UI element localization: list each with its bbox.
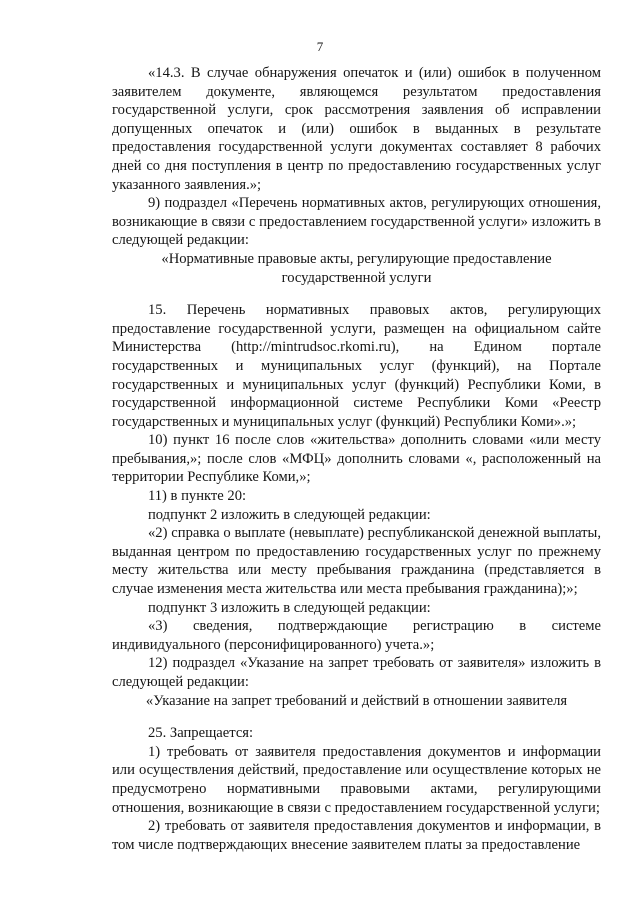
section-heading-normative-acts: «Нормативные правовые акты, регулирующие предоставление государственной услуги xyxy=(161,250,552,286)
paragraph-subitem-2-text: «2) справка о выплате (невыплате) республиканской денежной выплаты, выданная центром по предоставлению государственных услуг по прежнему месту жительства или месту пребывания гражданина (представляется в случае изменения места жительства или места пребывания гражданина);»; xyxy=(112,525,601,598)
paragraph-item-10: 10) пункт 16 после слов «жительства» дополнить словами «или месту пребывания,»; после слов «МФЦ» дополнить словами «, расположенный на территории Республике Коми,»; xyxy=(112,432,601,486)
paragraph-14-3: «14.3. В случае обнаружения опечаток и (или) ошибок в полученном заявителем документе, являющемся результатом предоставления государственной услуги, срок рассмотрения заявления об исправлении допущенных опечаток и (или) ошибок в выданных в результате предоставления государственной услуги документах составляет 8 рабочих дней со дня поступления в центр по предоставлению государственных услуг указанного заявления.»; xyxy=(112,65,601,193)
paragraph-15: 15. Перечень нормативных правовых актов, регулирующих предоставление государственной услуги, размещен на официальном сайте Министерства (http://mintrudsoc.rkomi.ru), на Едином портале государственных и муниципальных услуг (функций), на Портале государственных и муниципальных услуг (функций) Республики Коми, в государственной информационной системе Республики Коми «Реестр государственных и муниципальных услуг (функций) Республики Коми».»; xyxy=(112,302,601,430)
paragraph-25-2: 2) требовать от заявителя предоставления документов и информации, в том числе подтверждающих внесение заявителем платы за предоставление xyxy=(112,818,601,853)
paragraph-25-1: 1) требовать от заявителя предоставления документов и информации или осуществления действий, предоставление или осуществление которых не предусмотрено нормативными правовыми актами, регулирующими отношения, возникающие в связи с предоставлением государственной услуги; xyxy=(112,743,601,816)
paragraph-item-11: 11) в пункте 20: xyxy=(148,488,247,505)
paragraph-subitem-3-intro: подпункт 3 изложить в следующей редакции: xyxy=(148,599,431,616)
section-heading-prohibition: «Указание на запрет требований и действий в отношении заявителя xyxy=(145,692,568,709)
spacer xyxy=(112,287,601,301)
paragraph-subitem-2-intro: подпункт 2 изложить в следующей редакции: xyxy=(148,506,431,523)
spacer xyxy=(112,710,601,724)
paragraph-item-9: 9) подраздел «Перечень нормативных актов, регулирующих отношения, возникающие в связи с предоставлением государственной услуги» изложить в следующей редакции: xyxy=(112,195,601,249)
paragraph-subitem-3-text: «3) сведения, подтверждающие регистрацию в системе индивидуального (персонифицированного) учета.»; xyxy=(112,618,601,653)
paragraph-25: 25. Запрещается: xyxy=(148,725,254,742)
page-number: 7 xyxy=(316,39,324,54)
document-body xyxy=(112,64,601,854)
paragraph-item-12: 12) подраздел «Указание на запрет требовать от заявителя» изложить в следующей редакции: xyxy=(112,655,601,690)
